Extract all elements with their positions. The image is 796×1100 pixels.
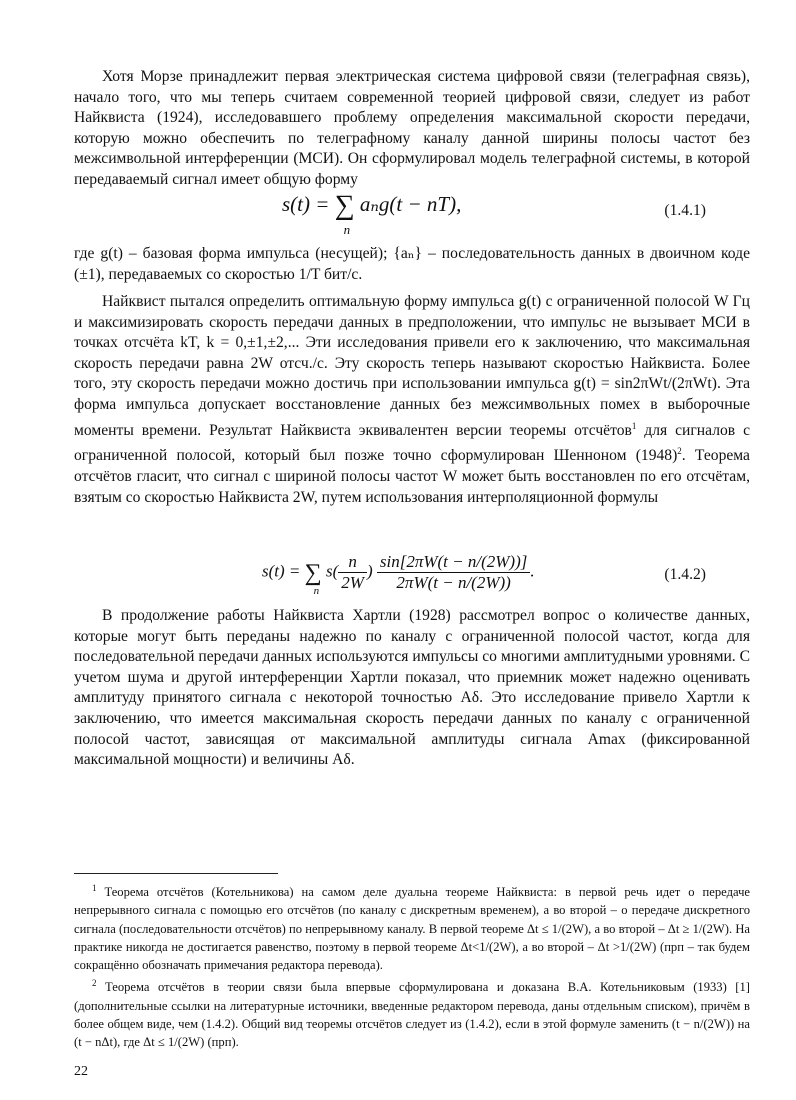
page-number: 22 bbox=[74, 1064, 88, 1079]
eq2-sum bbox=[304, 559, 322, 597]
paragraph-2: где g(t) – базовая форма импульса (несущей); {aₙ} – последовательность данных в двоичном коде (±1), передаваемых со скоростью 1/T бит/с. bbox=[74, 245, 750, 283]
equation-1-4-1-number: (1.4.1) bbox=[664, 202, 706, 219]
eq1-sum bbox=[334, 190, 355, 238]
eq2-frac2-numerator: sin[2πW(t − n/(2W))] bbox=[377, 552, 530, 573]
paragraph-3-part-b: для сигналов с ограниченной полосой, который был позже точно сформулирован Шенноном (1948) bbox=[74, 421, 750, 465]
equation-1-4-2 bbox=[74, 552, 750, 606]
eq2-sum-sign: ∑ bbox=[304, 559, 322, 586]
paragraph-nyquist bbox=[74, 292, 750, 508]
eq1-sum-sign: ∑ bbox=[334, 190, 355, 222]
eq2-fraction-2 bbox=[377, 552, 530, 593]
footnote-ref-1: 1 bbox=[631, 420, 637, 431]
footnote-separator bbox=[74, 873, 278, 874]
footnotes bbox=[74, 879, 750, 1051]
paragraph-3-part-c: . Теорема отсчётов гласит, что сигнал с шириной полосы частот W может быть восстановлен по его отсчётам, взятым со скоростью Найквиста 2W, путем использования интерполяционной формулы bbox=[74, 447, 750, 506]
equation-1-4-1-expression bbox=[282, 190, 462, 238]
eq1-sum-index: n bbox=[343, 222, 351, 238]
equation-1-4-2-expression: s(t) = ∑ n s( $\frac{n}{2W}$ ) $\frac{\sin[2\pi W(t - n/(2W))]}{2\pi W(t - n/(2W))}$ . bbox=[262, 552, 535, 597]
eq2-frac2-denominator: 2πW(t − n/(2W)) bbox=[396, 573, 511, 592]
eq2-frac1-denominator: 2W bbox=[341, 573, 364, 592]
paragraph-hartley bbox=[74, 606, 750, 771]
eq1-right: aₙg(t − nT), bbox=[359, 192, 462, 216]
eq2-fraction-1 bbox=[338, 552, 367, 593]
footnote-1-text: Теорема отсчётов (Котельникова) на самом деле дуальна теореме Найквиста: в первой речь идет о передаче непрерывного сигнала с помощью его отсчётов (по каналу с дискретным временем), а во второй – о передаче дискретного сигнала (последовательности отсчётов) по непрерывному каналу. В первой теореме Δt ≤ 1/(2W), а во второй – Δt ≥ 1/(2W). На практике никогда не достигается равенство, поэтому в первой теореме Δt<1/(2W), а во второй – Δt >1/(2W) (прп – так будем сокращённо обозначать примечания редактора перевода). bbox=[74, 885, 750, 972]
paragraph-3 bbox=[74, 292, 750, 508]
paragraph-1: Хотя Морзе принадлежит первая электрическая система цифровой связи (телеграфная связь), начало того, что мы теперь считаем современной теорией цифровой связи, следует из работ Найквиста (1924), исследовавшего проблему определения максимальной скорости передачи, которую можно обеспечить по телеграфному каналу данной ширины полосы частот без межсимвольной интерференции (МСИ). Он сформулировал модель телеграфной системы, в которой передаваемый сигнал имеет общую форму bbox=[74, 68, 750, 188]
eq2-tail: . bbox=[530, 561, 535, 581]
eq1-left: s(t) = bbox=[282, 192, 330, 216]
eq2-frac1-numerator: n bbox=[338, 552, 367, 573]
footnote-ref-2: 2 bbox=[677, 446, 682, 457]
paragraph-definitions bbox=[74, 244, 750, 285]
paragraph-3-part-a: Найквист пытался определить оптимальную форму импульса g(t) с ограниченной полосой W Гц и максимизировать скорость передачи данных в предположении, что импульс не вызывает МСИ в точках отсчёта kT, k = 0,±1,±2,... Эти исследования привели его к заключению, что максимальная скорость передачи равна 2W отсч./с. Эту скорость теперь называют скоростью Найквиста. Более того, эту скорость передачи можно достичь при использовании импульса g(t) = sin2πWt/(2πWt). Эта форма импульса допускает восстановление данных без межсимвольных помех в выборочные моменты времени. Результат Найквиста эквивалентен версии теоремы отсчётов bbox=[74, 293, 750, 439]
eq2-left: s(t) = bbox=[262, 561, 301, 581]
footnote-1-mark: 1 bbox=[92, 883, 97, 893]
eq2-s: s bbox=[326, 561, 333, 581]
footnote-2 bbox=[74, 974, 750, 1051]
footnote-1 bbox=[74, 879, 750, 974]
paragraph-intro bbox=[74, 67, 750, 191]
footnote-2-mark: 2 bbox=[92, 978, 97, 989]
equation-1-4-2-number: (1.4.2) bbox=[664, 566, 706, 583]
eq2-sum-index: n bbox=[313, 584, 320, 597]
paragraph-4: В продолжение работы Найквиста Хартли (1928) рассмотрел вопрос о количестве данных, которые могут быть переданы надежно по каналу с ограниченной полосой частот, когда для последовательной передачи данных используются импульсы со многими амплитудными уровнями. С учетом шума и другой интерференции Хартли показал, что приемник может надежно оценивать амплитуду принятого сигнала с некоторой точностью Aδ. Это исследование привело Хартли к заключению, что имеется максимальная скорость передачи данных по каналу с ограниченной полосой частот, зависящая от максимальной амплитуды сигнала Amax (фиксированной максимальной мощности) и величины Aδ. bbox=[74, 607, 750, 769]
footnote-2-text: Теорема отсчётов в теории связи была впервые сформулирована и доказана В.А. Котельниковым (1933) [1] (дополнительные ссылки на литературные источники, введенные редактором перевода, даны отдельным списком), причём в более общем виде, чем (1.4.2). Общий вид теоремы отсчётов следует из (1.4.2), если в этой формуле заменить (t − n/(2W)) на (t − nΔt), где Δt ≤ 1/(2W) (прп). bbox=[74, 980, 750, 1049]
equation-1-4-1 bbox=[74, 190, 750, 238]
